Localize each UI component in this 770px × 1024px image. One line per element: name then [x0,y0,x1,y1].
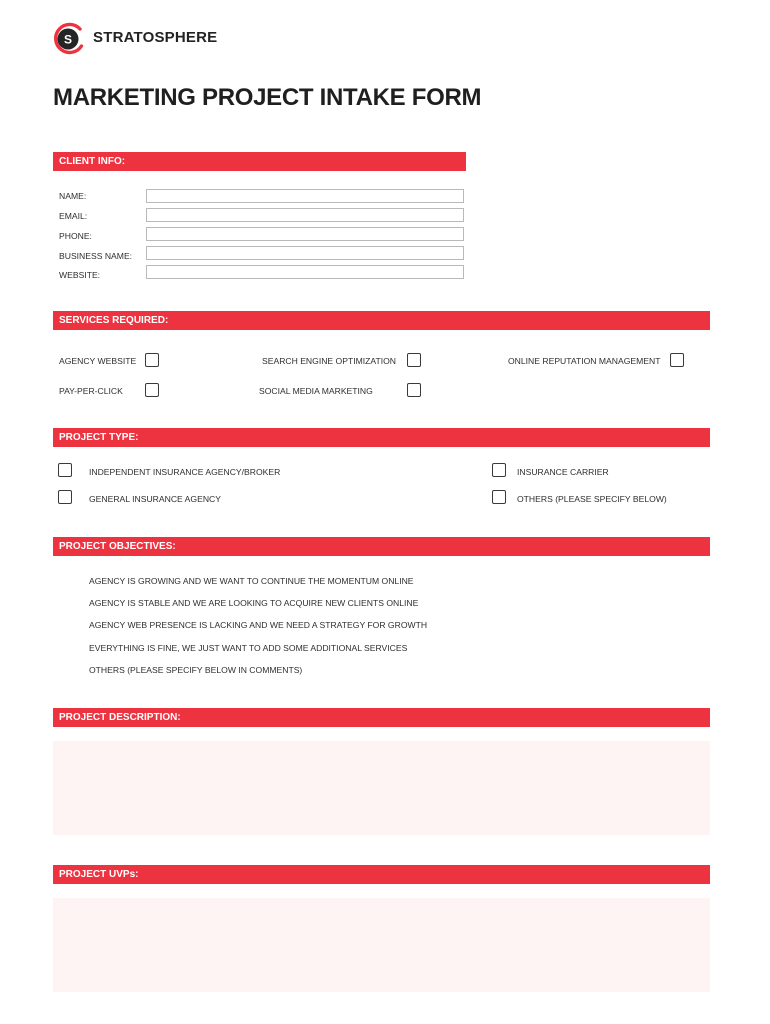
name-label: NAME: [59,191,87,201]
page-title: MARKETING PROJECT INTAKE FORM [53,84,482,111]
objective-item: AGENCY WEB PRESENCE IS LACKING AND WE NEED A STRATEGY FOR GROWTH [89,620,428,630]
objective-item: AGENCY IS STABLE AND WE ARE LOOKING TO ACQUIRE NEW CLIENTS ONLINE [89,598,419,608]
type-label-others: OTHERS (PLEASE SPECIFY BELOW) [517,494,667,504]
type-label-general-agency: GENERAL INSURANCE AGENCY [89,494,221,504]
email-label: EMAIL: [59,211,88,221]
phone-field[interactable] [146,227,464,241]
checkbox-insurance-carrier[interactable] [492,463,506,477]
project-type-header: PROJECT TYPE: [53,428,710,447]
email-field[interactable] [146,208,464,222]
checkbox-ppc[interactable] [145,383,159,397]
brand-name: STRATOSPHERE [93,29,218,46]
services-header: SERVICES REQUIRED: [53,311,710,330]
service-label-agency-website: AGENCY WEBSITE [59,356,137,366]
business-name-label: BUSINESS NAME: [59,251,133,261]
description-header: PROJECT DESCRIPTION: [53,708,710,727]
logo-letter: S [63,32,73,47]
objective-item: AGENCY IS GROWING AND WE WANT TO CONTINUE THE MOMENTUM ONLINE [89,576,414,586]
type-label-insurance-carrier: INSURANCE CARRIER [517,467,609,477]
phone-label: PHONE: [59,231,92,241]
business-name-field[interactable] [146,246,464,260]
service-label-orm: ONLINE REPUTATION MANAGEMENT [508,356,661,366]
checkbox-agency-website[interactable] [145,353,159,367]
client-info-header: CLIENT INFO: [53,152,466,171]
objectives-header: PROJECT OBJECTIVES: [53,537,710,556]
objective-item: OTHERS (PLEASE SPECIFY BELOW IN COMMENTS) [89,665,303,675]
checkbox-general-agency[interactable] [58,490,72,504]
stratosphere-logo-icon [52,22,86,56]
checkbox-seo[interactable] [407,353,421,367]
website-label: WEBSITE: [59,270,101,280]
type-label-independent-agency: INDEPENDENT INSURANCE AGENCY/BROKER [89,467,281,477]
checkbox-orm[interactable] [670,353,684,367]
objective-item: EVERYTHING IS FINE, WE JUST WANT TO ADD SOME ADDITIONAL SERVICES [89,643,408,653]
uvps-header: PROJECT UVPs: [53,865,710,884]
name-field[interactable] [146,189,464,203]
service-label-smm: SOCIAL MEDIA MARKETING [259,386,373,396]
description-textarea[interactable] [53,741,710,835]
checkbox-smm[interactable] [407,383,421,397]
uvps-textarea[interactable] [53,898,710,992]
service-label-seo: SEARCH ENGINE OPTIMIZATION [262,356,397,366]
website-field[interactable] [146,265,464,279]
checkbox-others-type[interactable] [492,490,506,504]
service-label-ppc: PAY-PER-CLICK [59,386,123,396]
checkbox-independent-agency[interactable] [58,463,72,477]
